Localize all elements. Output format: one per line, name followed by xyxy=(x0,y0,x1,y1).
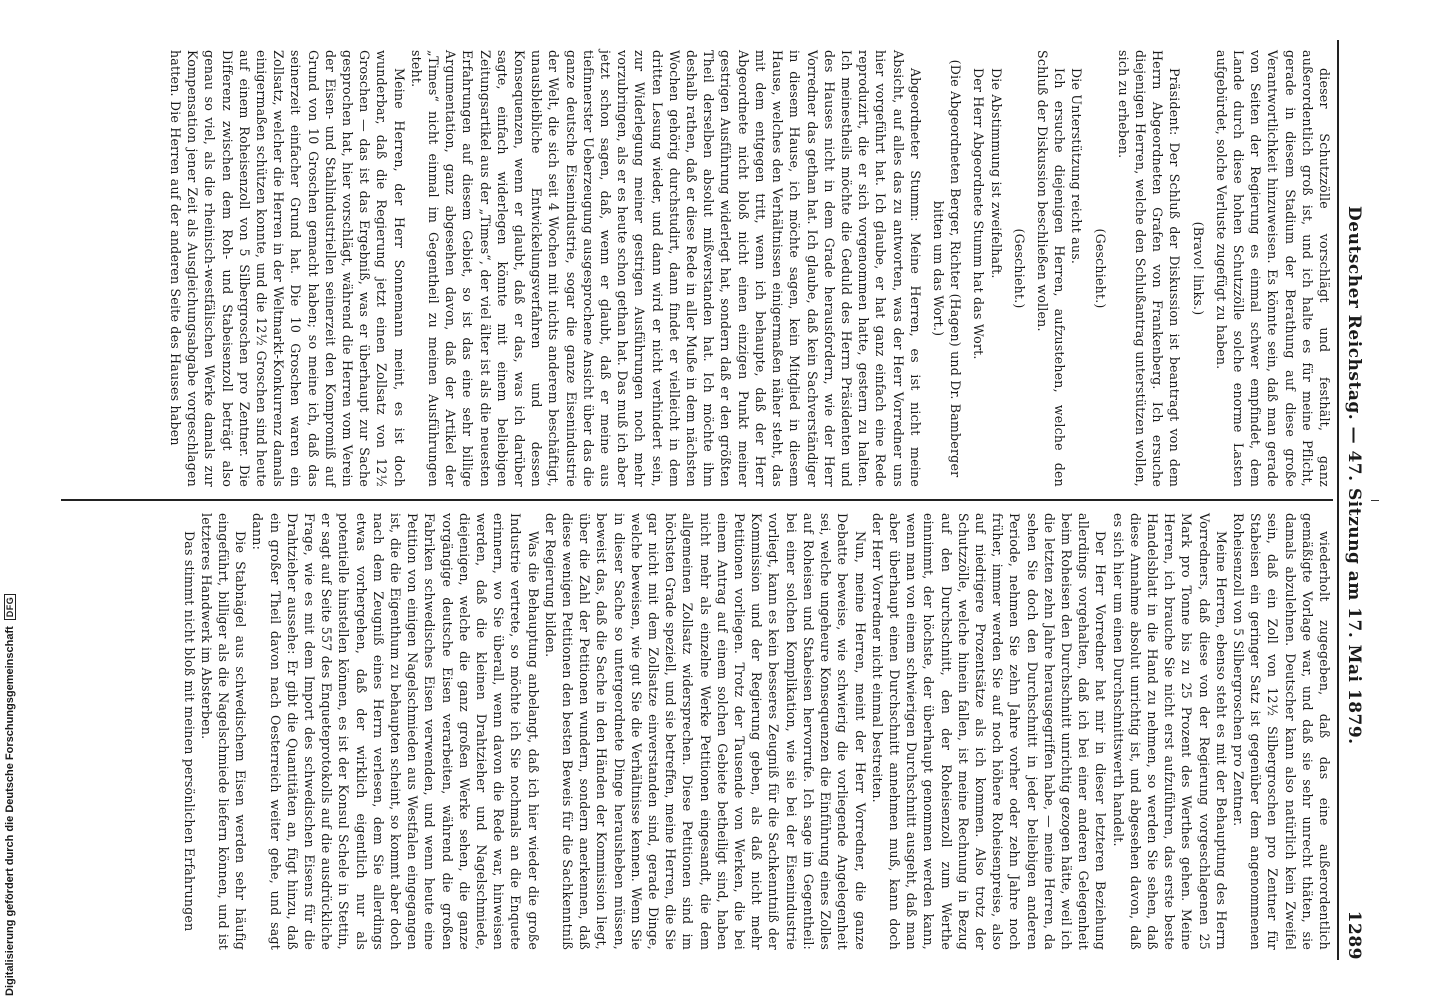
paragraph: Die Abstimmung ist zweifelhaft. xyxy=(988,68,1004,279)
paragraph: Präsident: Der Schluß der Diskussion ist beantragt von dem Herrn Abgeordneten Grafen von Frankenberg. Ich ersuche diejenigen Herren, welche den Schlußantrag unterstützen wollen, sich zu erheben. xyxy=(1115,50,1183,487)
header-title: Deutscher Reichstag. — 47. Sitzung am 17. Mai 1879. xyxy=(1344,206,1364,745)
paragraph: (Bravo! links.) xyxy=(1190,221,1206,316)
document-page xyxy=(51,20,1381,980)
paragraph: Meine Herren, der Herr Sonnemann meint, es ist doch wunderbar, daß die Regierung jetzt einen Zollsatz von 12½ Groschen — das ist das Ergebniß, was er überhaupt zur Sache gesprochen hat, hier vorschlägt, während die Herren vom Verein der Eisen- und Stahlindustriellen seinerzeit den Kompromiß auf Grund von 10 Groschen gemacht haben; so meine ich, daß das seinerzeit einfacher Grund hat. Die 10 Groschen waren ein Zollsatz, welcher die Herren in der Weltmarkt-Konkurrenz damals einigermaßen schützen konnte, und die 12½ Groschen sind heute auf einem Roheisenzoll von 5 Silbergroschen pro Zentner. Die Differenz zwischen dem Roh- und Stabeisenzoll beträgt also genau so viel, als die rheinisch-westfälischen Werke damals zur Kompensation jener Zeit als Ausgleichungsabgabe vorgeschlagen hatten. Die Herren auf der anderen Seite des Hauses haben xyxy=(168,50,407,487)
column-rule xyxy=(61,499,1333,501)
paragraph: Nun, meine Herren, meint der Herr Vorredner, die ganze Debatte beweise, wie schwierig die vorliegende Angelegenheit sei, welche ungeheure Konsequenzen die Einführung eines Zolles auf Roheisen und Stabeisen hervorrufe. Ich sage im Gegentheil: bei einer solchen Komplikation, wie sie bei der Eisenindustrie vorliegt, kann es kein besseres Zeugniß für die Sachkenntniß der Kommission und der Regierung geben, als daß nicht mehr Petitionen vorliegen. Trotz der Tausende von Werken, die bei einem Antrag auf einem solchen Gebiete betheiligt sind, haben nicht mehr als einzelne Werke Petitionen eingesandt, die dem allgemeinen Zollsatz widersprechen. Diese Petitionen sind im höchsten Grade speziell, und sie betreffen, meine Herren, die Sie gar nicht mit dem Zollsatze einverstanden sind, gerade Dinge, welche beweisen, wie gut Sie die Verhältnisse kennen. Wenn Sie in dieser Sache so untergeordnete Dinge herausheben müssen, beweist das, daß die Sache in den Händen der Kommission liegt, über die Zahl der Petitionen wundern, sondern anerkennen, daß diese wenigen Petitionen den besten Beweis für die Sachkenntniß der Regierung bilden. xyxy=(542,513,868,950)
paragraph: Was die Behauptung anbelangt, daß ich hier wieder die große Industrie vertrete, so möchte ich Sie nochmals an die Enquete erinnern, wo Sie überall, wenn davon die Rede war, hinweisen werden, daß die kleinen Drahtzieher und Nagelschmiede, diejenigen, welche die ganz großen Werke sehen, die ganze vorgängige deutsche Eisen verarbeiten, während die großen Fabriken schwedisches Eisen verwenden, und wenn heute eine Petition von einigen Nagelschmieden aus Westfalen eingegangen ist, die die Eigenthum zu behaupten scheint, so kommt aber doch nach dem Zeugniß eines Herrn verlesen, dem Sie allerdings etwas vorhergehen, daß der wirklich eigentlich nur als potentielle hinstellen können, es ist der Konsul Schele in Stettin, er sagt auf Seite 557 des Enqueteprotokolls auf die ausdrückliche Frage, wie es mit dem Import des schwedischen Eisens für die Drahtzieher aussehe: Er gibt die Quantitäten an, fügt hinzu, daß ein großer Theil davon nach Oesterreich weiter gehe, und sagt dann: xyxy=(250,513,541,950)
paragraph: (Geschieht.) xyxy=(1011,228,1027,309)
paragraph: (Die Abgeordneten Berger, Richter (Hagen) und Dr. Bamberger bitten um das Wort.) xyxy=(930,59,964,478)
paragraph: wiederholt zugegeben, daß das eine außerordentlich gemäßigte Vorlage war, und daß sie sehr unrecht thäten, sie damals abzulehnen. Deutscher kann also natürlich kein Zweifel sein, daß ein Zoll von 12½ Silbergroschen pro Zentner für Stabeisen ein geringer Satz ist gegenüber dem angenommenen Roheisenzoll von 5 Silbergroschen pro Zentner. xyxy=(1230,513,1332,950)
side-note-strip xyxy=(0,0,20,1000)
page-header xyxy=(1337,40,1369,960)
paragraph: Abgeordneter Stumm: Meine Herren, es ist nicht meine Absicht, auf alles das zu antworten, was der Herr Vorredner uns hier vorgeführt hat. Ich glaube, er hat ganz einfach eine Rede reproduzirt, die er sich vorgenommen hatte, gestern zu halten. Ich meinestheils möchte die Geduld des Herrn Präsidenten und des Hauses nicht in dem Grade herausfordern, wie der Herr Vorredner das gethan hat. Ich glaube, daß kein Sachverständiger in diesem Hause, ich möchte sagen, kein Mitglied in diesem Hause, welches den Verhältnissen einigermaßen näher steht, das mit dem entgegen tritt, wenn ich behaupte, daß der Herr Abgeordnete nicht bloß nicht einen einzigen Punkt meiner gestrigen Ausführung widerlegt hat, sondern daß er den größten Theil derselben absolut mißverstanden hat. Ich möchte ihm deshalb rathen, daß er diese Rede in aller Muße in dem nächsten Wochen gehörig durchstudirt, dann findet er vielleicht in dem dritten Lesung wieder, und dann wird er nicht verhindert sein, zur Widerlegung meiner gestrigen Ausführungen noch mehr vorzubringen, als er es heute schon gethan hat. Das muß ich aber jetzt schon sagen, daß, wenn er glaubt, daß er meine aus tiefinnerster Ueberzeugung ausgesprochene Ansicht über das die ganze deutsche Eisenindustrie, sogar die ganze Eisenindustrie der Welt, die sich seit 4 Wochen mit nichts anderem beschäftigt, unausbleibliche Entwickelungsverfahren und dessen Konsequenzen, wenn er glaubt, daß er das, was ich darüber sagte, einfach widerlegen könnte mit einem beliebigen Zeitungsartikel aus der „Times“, der viel älter ist als die neuesten Erfahrungen auf diesem Gebiet, so ist das eine sehr billige Argumentation, ganz abgesehen davon, daß der Artikel der „Times“ nicht einmal im Gegentheil zu meinen Ausführungen steht. xyxy=(408,50,923,487)
scan-mark xyxy=(1371,500,1379,501)
paragraph: Die Unterstützung reicht aus. xyxy=(1069,68,1085,265)
right-column xyxy=(61,503,1333,960)
left-column xyxy=(61,40,1333,497)
side-note-text: Digitalisierung gefördert durch die Deutsche Forschungsgemeinschaft xyxy=(4,626,16,996)
paragraph: Meine Herren, ebenso steht es mit der Behauptung des Herrn Vorredners, daß diese von der Regierung vorgeschlagenen 25 Mark pro Tonne bis zu 25 Prozent des Werthes gehen. Meine Herren, ich brauche Sie nicht erst aufzuführen, das erste beste Handelsblatt in die Hand zu nehmen, so werden Sie sehen, daß diese Annahme absolut unrichtig ist, und abgesehen davon, daß es sich hier um einen Durchschnittswerth handelt. xyxy=(1110,513,1229,950)
side-note xyxy=(2,0,18,996)
paragraph: Das stimmt nicht bloß mit meinen persönlichen Erfahrungen xyxy=(181,531,197,932)
paragraph: Ich ersuche diejenigen Herren, aufzustehen, welche den Schluß der Diskussion beschließen wollen. xyxy=(1034,50,1068,487)
dfg-logo: DFG xyxy=(4,594,16,621)
paragraph: Die Stabnägel aus schwedischem Eisen werden sehr häufig eingeführt, billiger als die Nagelschmiede liefern können, und ist letzteres Handwerk im Absterben. xyxy=(198,513,249,950)
text-columns xyxy=(61,40,1333,960)
paragraph: Der Herr Vorredner hat mir in dieser letzteren Beziehung allerdings vorgehalten, daß ich bei einer anderen Gelegenheit beim Roheisen den Durchschnitt unrichtig gezogen hätte, weil ich die letzten zehn Jahre herausgegriffen habe, — meine Herren, da sehen Sie doch den Durchschnitt in jeder beliebigen anderen Periode, nehmen Sie zehn Jahre vorher oder zehn Jahre noch früher, immer werden Sie auf noch höhere Roheisenpreise, also auf niedrigere Prozentsätze als ich kommen. Also trotz der Schutzzölle, welche hinein fallen, ist meine Rechnung in Bezug auf den Durchschnitt, den der Roheisenzoll zum Werthe einnimmt, der höchste, der überhaupt genommen werden kann, wenn man von einem schwierigen Durchschnitt ausgeht, daß man aber überhaupt einen Durchschnitt annehmen muß, kann doch der Herr Vorredner nicht einmal bestreiten. xyxy=(869,513,1109,950)
paragraph: dieser Schutzzölle vorschlägt und festhält, ganz außerordentlich groß ist, und ich halte es für meine Pflicht, gerade in diesem Stadium der Berathung auf diese große Verantwortlichkeit hinzuweisen. Es könnte sein, daß man gerade von Seiten der Regierung es einmal schwer empfindet, dem Lande durch diese hohen Schutzzölle solche enorme Lasten aufgebürdet, solche Verluste zugefügt zu haben. xyxy=(1213,50,1332,487)
paragraph: Der Herr Abgeordnete Stumm hat das Wort. xyxy=(971,68,987,360)
paragraph: (Geschieht.) xyxy=(1092,228,1108,309)
page-number: 1289 xyxy=(1344,910,1364,960)
